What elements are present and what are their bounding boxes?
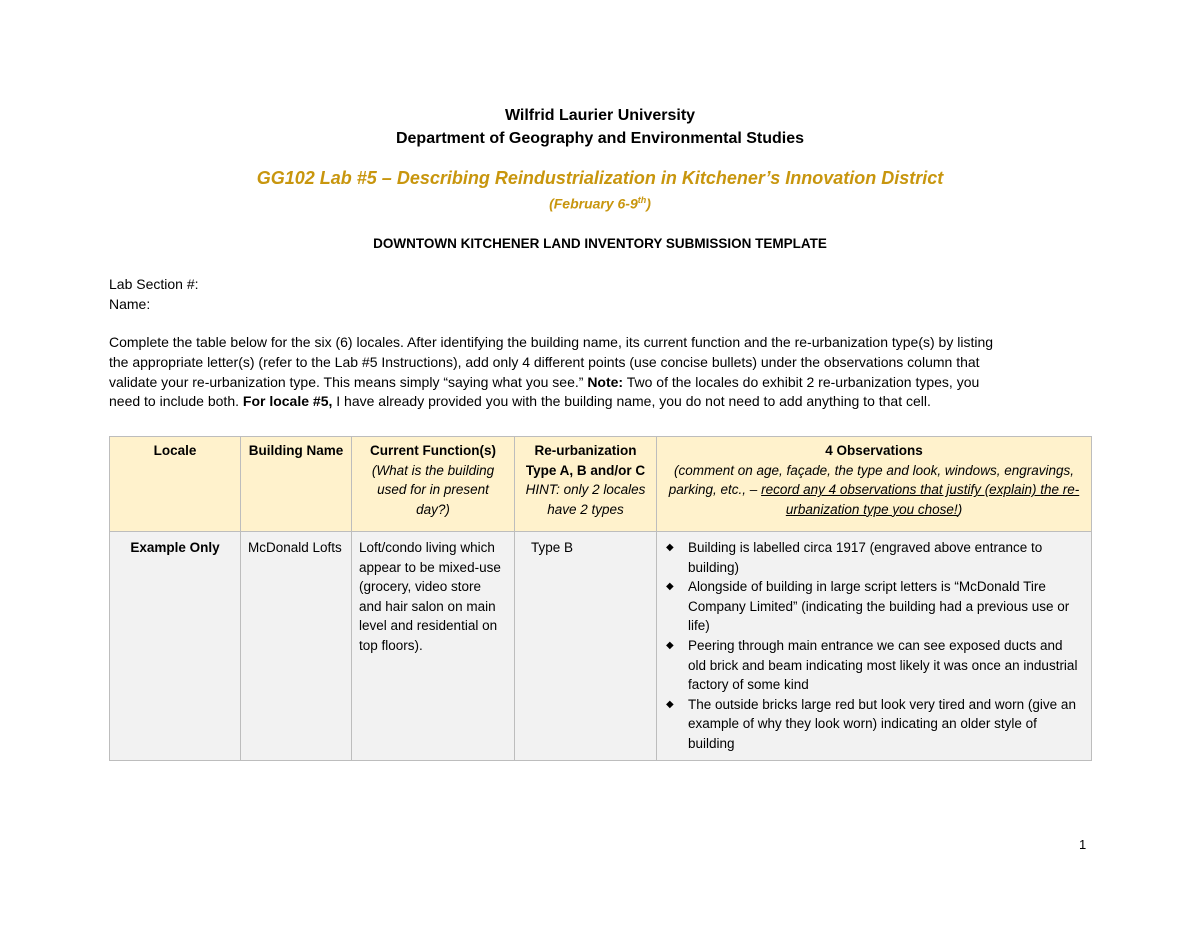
- header-observations-underlined: record any 4 observations that justify (explain) the re-urbanization type you chose!: [761, 482, 1080, 517]
- header-observations-close: ): [957, 501, 963, 517]
- header-observations-sub: [664, 461, 1084, 520]
- header-building-name: [241, 437, 352, 532]
- land-inventory-table: [109, 436, 1092, 761]
- instructions-note-label: Note:: [587, 373, 624, 390]
- header-reurbanization-hint: HINT: only 2 locales have 2 types: [525, 482, 646, 517]
- name-field: Name:: [109, 296, 151, 312]
- lab-title: GG102 Lab #5 – Describing Reindustrialization in Kitchener’s Innovation District: [256, 168, 944, 188]
- cell-current-function: Loft/condo living which appear to be mixed-use (grocery, video store and hair salon on main level and residential on top floors).: [352, 532, 515, 761]
- observation-text: Peering through main entrance we can see exposed ducts and old brick and beam indicating most likely it was once an industrial factory of some kind: [688, 637, 1078, 693]
- diamond-bullet-icon: ◆: [666, 639, 674, 651]
- header-building-name-label: Building Name: [248, 443, 344, 458]
- header-reurbanization-type-label: Re-urbanization Type A, B and/or C: [525, 443, 646, 478]
- instructions-line-3: [109, 373, 1094, 393]
- header-current-function-sub: (What is the building used for in present day?): [371, 462, 495, 517]
- lab-dates-suffix: ): [646, 195, 651, 212]
- instructions-line-4-rest: I have already provided you with the building name, you do not need to add anything to that cell.: [336, 393, 931, 410]
- instructions-line-1: Complete the table below for the six (6) locales. After identifying the building name, its current function and the re-urbanization type(s) by listing: [109, 334, 994, 350]
- header-current-function: [352, 437, 515, 532]
- cell-locale: Example Only: [110, 532, 241, 761]
- template-title: DOWNTOWN KITCHENER LAND INVENTORY SUBMISSION TEMPLATE: [373, 236, 827, 251]
- instructions-paragraph: [109, 333, 1094, 412]
- page-number: 1: [1079, 837, 1087, 852]
- lab-section-field: Lab Section #:: [109, 276, 199, 292]
- diamond-bullet-icon: ◆: [666, 581, 674, 593]
- instructions-locale-5-label: For locale #5,: [242, 393, 333, 410]
- lab-dates: [0, 195, 1200, 212]
- header-observations: [657, 437, 1092, 532]
- list-item: [666, 577, 1084, 636]
- observation-text: The outside bricks large red but look very tired and worn (give an example of why they look worn) indicating an older style of building: [688, 696, 1076, 751]
- header-reurbanization-type: [515, 437, 657, 532]
- lab-dates-prefix: (February 6-9: [549, 195, 638, 212]
- instructions-line-3-text: validate your re-urbanization type. This means simply “saying what you see.”: [109, 373, 584, 390]
- header-observations-sub-text: (comment on age, façade, the type and look, windows, engravings, parking, etc., –: [668, 462, 1074, 498]
- list-item: [666, 636, 1084, 695]
- diamond-bullet-icon: ◆: [666, 698, 674, 710]
- cell-reurbanization-type: Type B: [515, 532, 657, 761]
- instructions-line-3-rest: Two of the locales do exhibit 2 re-urbanization types, you: [626, 373, 980, 390]
- header-current-function-label: Current Function(s): [370, 443, 496, 458]
- instructions-line-2: the appropriate letter(s) (refer to the Lab #5 Instructions), add only 4 different points (use concise bullets) under the observations column that: [109, 353, 980, 370]
- university-name: Wilfrid Laurier University: [504, 107, 696, 124]
- instructions-line-4-text: need to include both.: [109, 393, 239, 410]
- observations-list: [664, 538, 1084, 754]
- cell-observations: [657, 532, 1092, 761]
- header-locale-label: Locale: [153, 443, 197, 458]
- observation-text: Alongside of building in large script letters is “McDonald Tire Company Limited” (indicating the building had a previous use or life): [688, 579, 1070, 634]
- lab-dates-sup: th: [637, 195, 647, 205]
- table-header-row: [110, 437, 1092, 532]
- header-observations-label: 4 Observations: [825, 443, 923, 458]
- table-row: [110, 532, 1092, 761]
- list-item: [666, 695, 1084, 754]
- department-name: Department of Geography and Environmental Studies: [395, 130, 805, 147]
- observation-text: Building is labelled circa 1917 (engraved above entrance to building): [688, 540, 1043, 575]
- diamond-bullet-icon: ◆: [666, 542, 674, 553]
- header-locale: [110, 437, 241, 532]
- instructions-line-4: [109, 392, 1094, 412]
- cell-building-name: McDonald Lofts: [241, 532, 352, 761]
- list-item: [666, 538, 1084, 577]
